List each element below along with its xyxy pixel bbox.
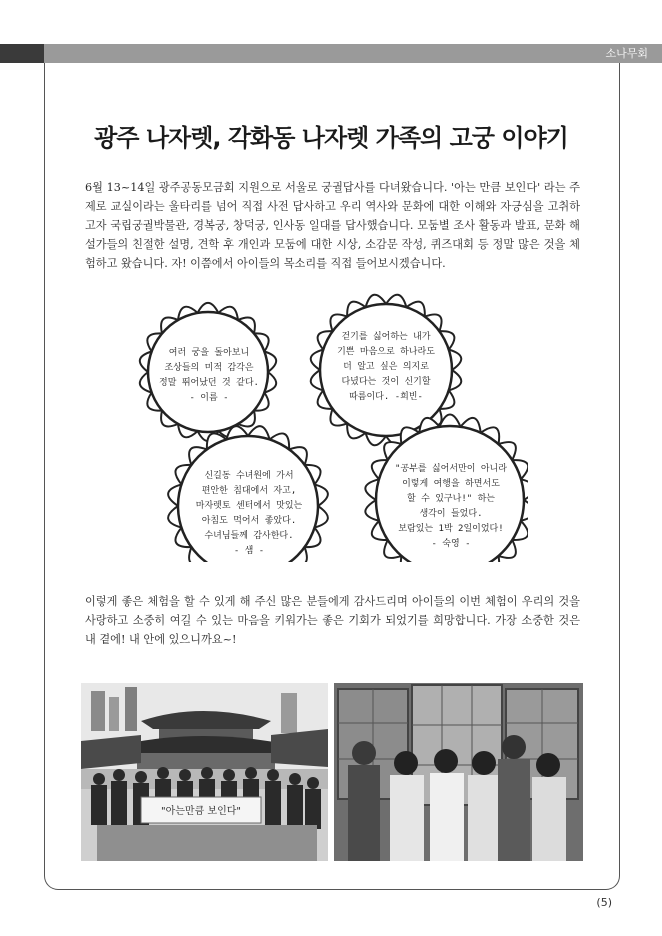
section-label: 소나무회	[605, 47, 648, 60]
quote-flowers	[108, 292, 528, 562]
indoor-photo-illustration	[334, 683, 583, 861]
quote-3: 신길동 수녀원에 가서 편안한 침대에서 자고, 마자렛토 센터에서 맛있는 아침도 먹어서 좋았다. 수녀님들께 감사한다. - 샘 -	[195, 471, 303, 556]
quote-2: 걷기를 싫어하는 내가 기쁜 마음으로 하나라도 더 알고 싶은 의지로 다녔다는 것이 신기할 따름이다. -희빈-	[337, 332, 435, 402]
group-photo-indoor	[334, 683, 583, 861]
intro-paragraph: 6월 13~14일 광주공동모금회 지원으로 서울로 궁궐답사를 다녀왔습니다. '아는 만큼 보인다' 라는 주제로 교실이라는 울타리를 넘어 직접 사전 답사하고 우리 역사와 문화에 대한 이해와 자긍심을 고취하고자 국립궁궐박물관, 경복궁, 창덕궁, 인사동 일대를 답사했습니다. 모둠별 조사 활동과 발표, 문화 해설가들의 친절한 설명, 견학 후 개인과 모둠에 대한 시상, 소감문 작성, 퀴즈대회 등 정말 많은 것을 체험하고 왔습니다. 자! 이쯤에서 아이들의 목소리를 직접 들어보시겠습니다.	[85, 181, 580, 270]
header-band	[44, 44, 662, 63]
quote-4: "공부를 싫어서만이 아니라 이렇게 여행을 하면서도 할 수 있구나!" 하는 생각이 들었다. 보람있는 1박 2일이었다! - 숙영 -	[395, 464, 507, 549]
quote-1: 여러 궁을 돌아보니 조상들의 미적 감각은 정말 뛰어났던 것 같다. - 이름 -	[159, 348, 259, 403]
group-photo-palace	[81, 683, 328, 861]
article-title: 광주 나자렛, 각화동 나자렛 가족의 고궁 이야기	[94, 124, 568, 152]
banner-text: "아는만큼 보인다"	[161, 806, 241, 817]
palace-photo-illustration	[81, 683, 328, 861]
page-number: (5)	[596, 896, 612, 909]
header-accent-block	[0, 44, 44, 63]
section-header-bar	[0, 44, 662, 63]
closing-paragraph: 이렇게 좋은 체험을 할 수 있게 해 주신 많은 분들에게 감사드리며 아이들의 이번 체험이 우리의 것을 사랑하고 소중히 여길 수 있는 마음을 키워가는 좋은 기회가 되었기를 희망합니다. 가장 소중한 것은 내 곁에! 내 안에 있으니까요~!	[85, 595, 580, 646]
